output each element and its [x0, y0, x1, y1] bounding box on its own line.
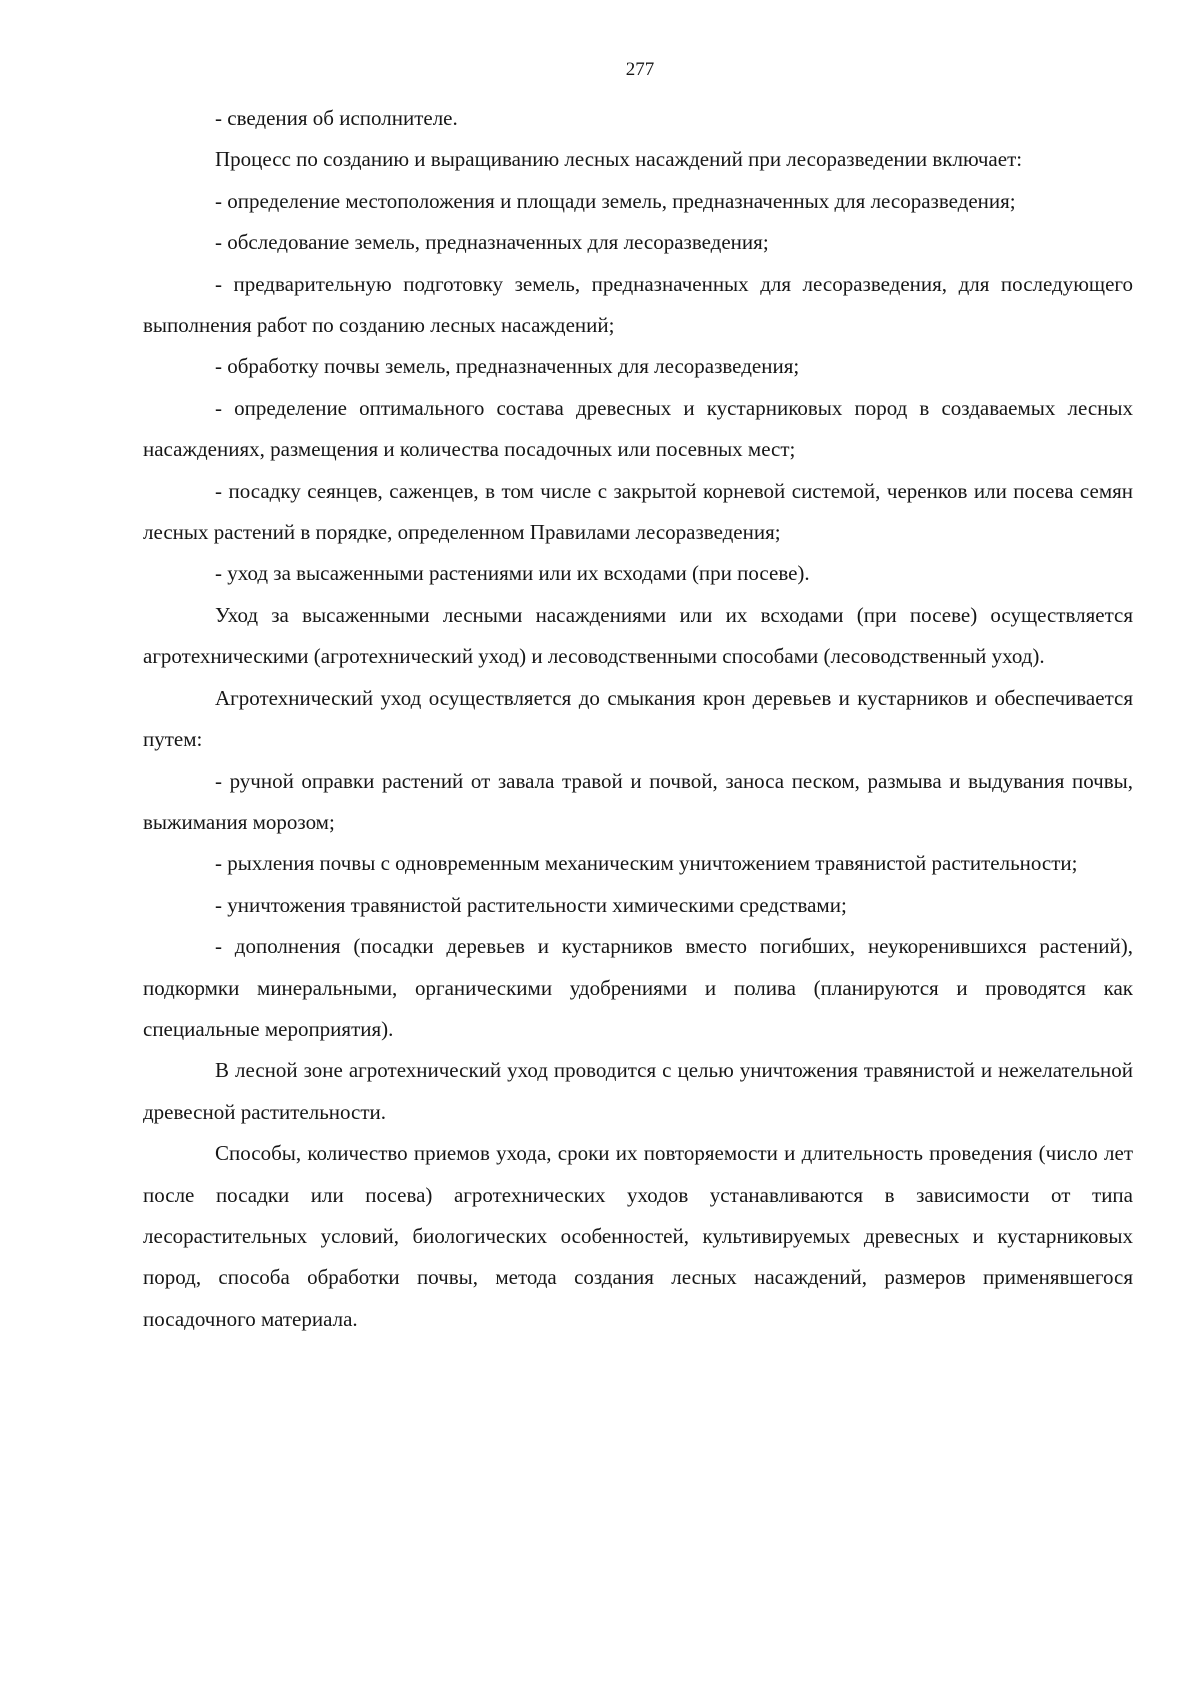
paragraph: В лесной зоне агротехнический уход проводится с целью уничтожения травянистой и нежелательной древесной растительности.: [143, 1058, 1133, 1124]
document-body: [143, 98, 1133, 1340]
paragraph: - обследование земель, предназначенных для лесоразведения;: [215, 230, 769, 255]
page-number: 277: [625, 59, 655, 80]
paragraph: - уход за высаженными растениями или их всходами (при посеве).: [215, 561, 810, 586]
paragraph: - уничтожения травянистой растительности химическими средствами;: [215, 892, 847, 917]
paragraph: - рыхления почвы с одновременным механическим уничтожением травянистой растительности;: [215, 851, 1078, 876]
paragraph: - дополнения (посадки деревьев и кустарников вместо погибших, неукоренившихся растений), подкормки минеральными, органическими удобрениями и полива (планируются и проводятся как специальные мероприятия).: [143, 934, 1133, 1041]
paragraph: Способы, количество приемов ухода, сроки их повторяемости и длительность проведения (число лет после посадки или посева) агротехнических уходов устанавливаются в зависимости от типа лесорастительных условий, биологических особенностей, культивируемых древесных и кустарниковых пород, способа обработки почвы, метода создания лесных насаждений, размеров применявшегося посадочного материала.: [143, 1141, 1133, 1331]
paragraph: - определение местоположения и площади земель, предназначенных для лесоразведения;: [215, 188, 1016, 213]
paragraph: Процесс по созданию и выращиванию лесных насаждений при лесоразведении включает:: [215, 147, 1023, 172]
paragraph: Уход за высаженными лесными насаждениями или их всходами (при посеве) осуществляется агротехническими (агротехнический уход) и лесоводственными способами (лесоводственный уход).: [143, 602, 1133, 669]
paragraph: Агротехнический уход осуществляется до смыкания крон деревьев и кустарников и обеспечивается путем:: [143, 685, 1133, 752]
paragraph: - обработку почвы земель, предназначенных для лесоразведения;: [215, 354, 800, 379]
paragraph: - ручной оправки растений от завала травой и почвой, заноса песком, размыва и выдувания почвы, выжимания морозом;: [143, 768, 1133, 834]
paragraph: - определение оптимального состава древесных и кустарниковых пород в создаваемых лесных насаждениях, размещения и количества посадочных или посевных мест;: [143, 395, 1133, 462]
paragraph: - сведения об исполнителе.: [215, 106, 458, 130]
paragraph: - предварительную подготовку земель, предназначенных для лесоразведения, для последующего выполнения работ по созданию лесных насаждений;: [143, 271, 1133, 338]
paragraph: - посадку сеянцев, саженцев, в том числе с закрытой корневой системой, черенков или посева семян лесных растений в порядке, определенном Правилами лесоразведения;: [143, 478, 1133, 545]
